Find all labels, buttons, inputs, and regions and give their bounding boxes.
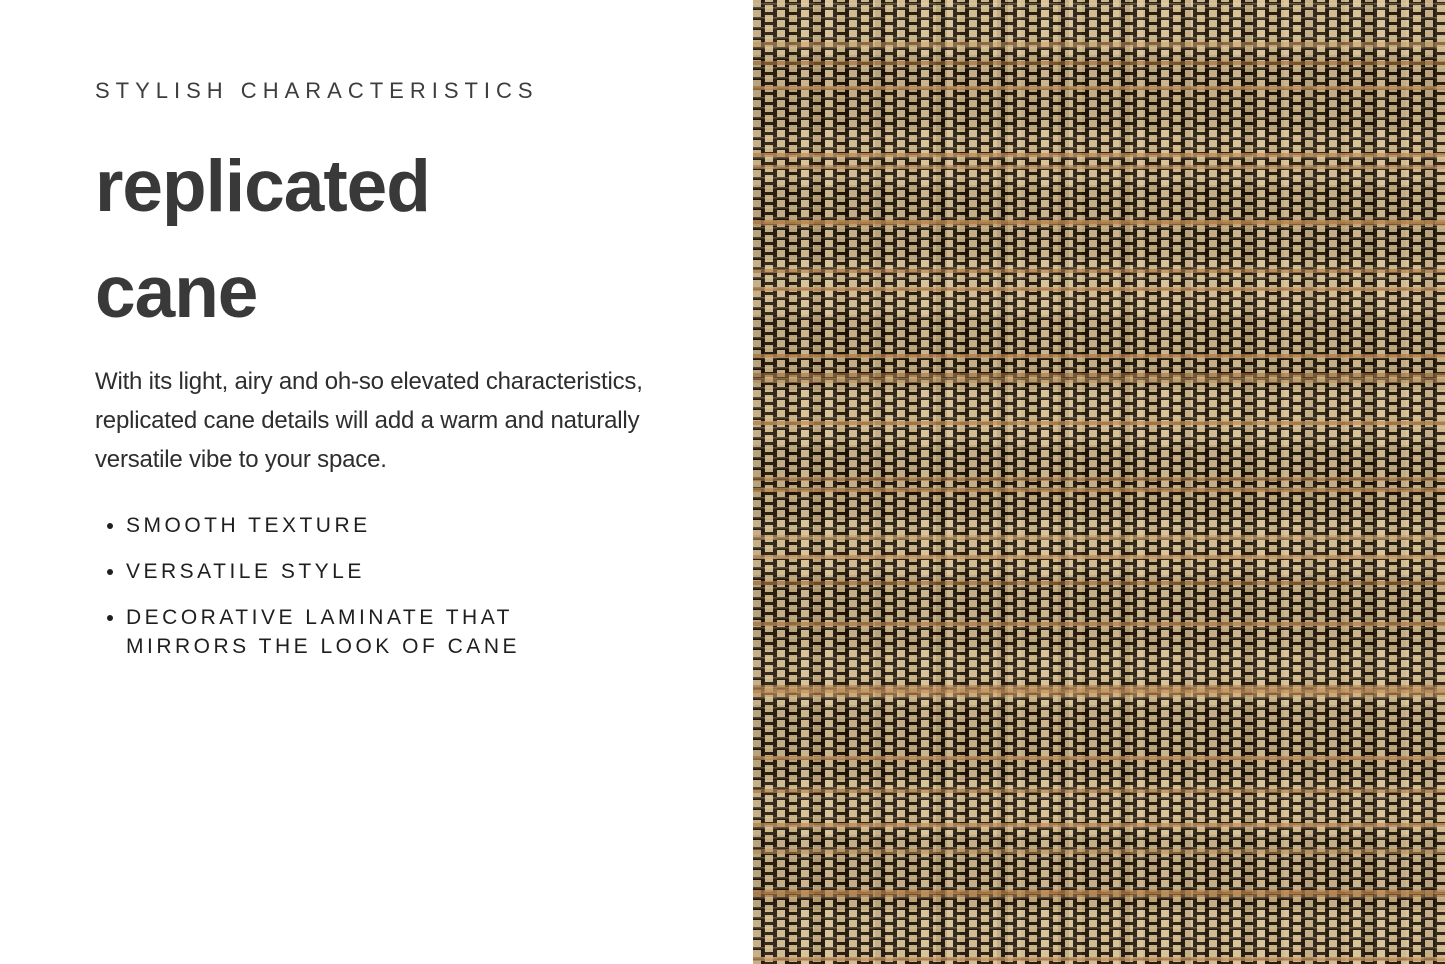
feature-list [95, 511, 695, 661]
left-panel [95, 78, 695, 678]
feature-list-item: • VERSATILE STYLE [126, 557, 695, 586]
description-text: With its light, airy and oh-so elevated characteristics, replicated cane details will add a warm and naturally versatile vibe to your space. [95, 368, 643, 473]
eyebrow-label: STYLISH CHARACTERISTICS [95, 78, 539, 103]
cane-texture-image [753, 0, 1445, 964]
feature-list-item: • DECORATIVE LAMINATE THAT MIRRORS THE LOOK OF CANE [126, 603, 571, 661]
cane-tone-overlay [753, 0, 1445, 964]
page-title: replicated cane [95, 146, 430, 333]
feature-list-item: • SMOOTH TEXTURE [126, 511, 695, 540]
